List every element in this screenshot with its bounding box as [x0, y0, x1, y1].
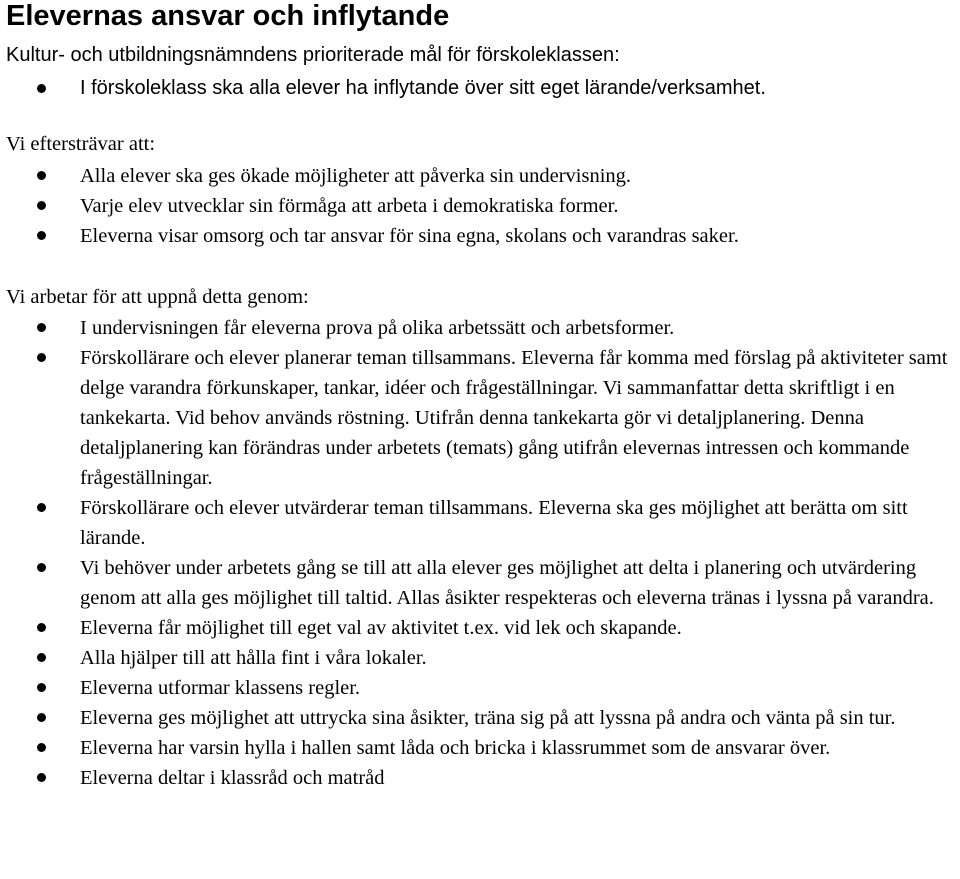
bullet-icon [37, 683, 46, 692]
list-item [0, 553, 960, 613]
list-item-text: I undervisningen får eleverna prova på olika arbetssätt och arbetsformer. [80, 317, 675, 339]
list-item-text: Eleverna visar omsorg och tar ansvar för sina egna, skolans och varandras saker. [80, 225, 739, 247]
list-item [0, 74, 960, 102]
list-item [0, 221, 960, 251]
list-item [0, 673, 960, 703]
list-item [0, 161, 960, 191]
list-item-text: Eleverna får möjlighet till eget val av aktivitet t.ex. vid lek och skapande. [80, 617, 682, 639]
list-item-text: Alla hjälper till att hålla fint i våra lokaler. [80, 647, 427, 669]
bullet-icon [37, 653, 46, 662]
list-item [0, 733, 960, 763]
list-item-text: Vi behöver under arbetets gång se till att alla elever ges möjlighet att delta i planering och utvärdering genom att alla ges möjlighet till taltid. Allas åsikter respekteras och eleverna tränas i lyssna på varandra. [80, 557, 934, 609]
list-item [0, 763, 960, 793]
list-item-text: Alla elever ska ges ökade möjligheter att påverka sin undervisning. [80, 165, 632, 187]
list-item-text: Eleverna har varsin hylla i hallen samt låda och bricka i klassrummet som de ansvarar över. [80, 737, 831, 759]
list-item [0, 191, 960, 221]
bullet-icon [37, 201, 46, 210]
bullet-icon [37, 231, 46, 240]
strive-heading: Vi eftersträvar att: [6, 133, 156, 155]
list-item-text: Förskollärare och elever planerar teman tillsammans. Eleverna får komma med förslag på aktiviteter samt delge varandra förkunskaper, tankar, idéer och frågeställningar. Vi sammanfattar detta skriftligt i en tankekarta. Vid behov används röstning. Utifrån denna tankekarta gör vi detaljplanering. Denna detaljplanering kan förändras under arbetets (temats) gång utifrån elevernas intressen och kommande frågeställningar. [80, 347, 948, 489]
goals-list [0, 74, 960, 102]
bullet-icon [37, 84, 46, 93]
list-item-text: I förskoleklass ska alla elever ha inflytande över sitt eget lärande/verksamhet. [80, 77, 766, 99]
work-heading: Vi arbetar för att uppnå detta genom: [6, 286, 309, 308]
list-item-text: Varje elev utvecklar sin förmåga att arbeta i demokratiska former. [80, 195, 619, 217]
strive-list [0, 161, 960, 251]
work-list [0, 313, 960, 793]
bullet-icon [37, 623, 46, 632]
page-title: Elevernas ansvar och inflytande [6, 0, 450, 32]
list-item-text: Eleverna ges möjlighet att uttrycka sina åsikter, träna sig på att lyssna på andra och vänta på sin tur. [80, 707, 896, 729]
bullet-icon [37, 503, 46, 512]
bullet-icon [37, 171, 46, 180]
bullet-icon [37, 773, 46, 782]
list-item-text: Förskollärare och elever utvärderar teman tillsammans. Eleverna ska ges möjlighet att berätta om sitt lärande. [80, 497, 908, 549]
list-item [0, 613, 960, 643]
list-item [0, 643, 960, 673]
list-item [0, 703, 960, 733]
list-item [0, 313, 960, 343]
bullet-icon [37, 353, 46, 362]
list-item-text: Eleverna utformar klassens regler. [80, 677, 361, 699]
list-item [0, 343, 960, 493]
list-item-text: Eleverna deltar i klassråd och matråd [80, 767, 385, 789]
list-item [0, 493, 960, 553]
bullet-icon [37, 713, 46, 722]
bullet-icon [37, 743, 46, 752]
bullet-icon [37, 323, 46, 332]
bullet-icon [37, 563, 46, 572]
goals-intro: Kultur- och utbildningsnämndens prioriterade mål för förskoleklassen: [6, 44, 620, 66]
